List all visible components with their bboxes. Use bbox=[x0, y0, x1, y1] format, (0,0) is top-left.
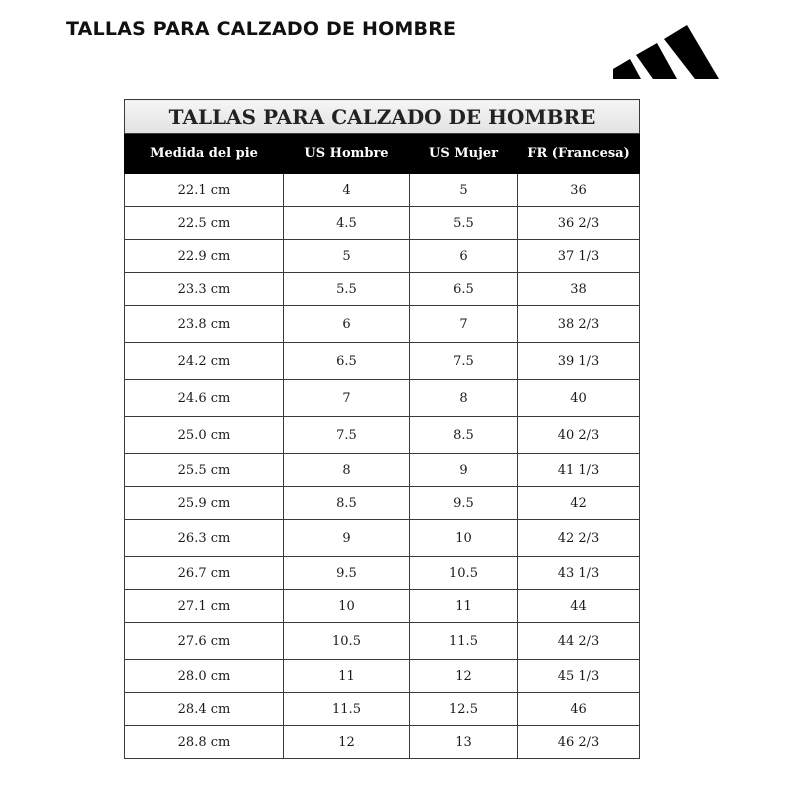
cell-fr: 40 bbox=[518, 380, 640, 417]
cell-us-men: 9.5 bbox=[284, 557, 410, 590]
column-header-us-men: US Hombre bbox=[284, 134, 410, 174]
table-row bbox=[125, 343, 640, 380]
cell-us-women: 9.5 bbox=[410, 487, 518, 520]
column-header-fr: FR (Francesa) bbox=[518, 134, 640, 174]
table-row bbox=[125, 207, 640, 240]
cell-fr: 44 bbox=[518, 590, 640, 623]
table-row bbox=[125, 557, 640, 590]
cell-fr: 42 bbox=[518, 487, 640, 520]
cell-fr: 41 1/3 bbox=[518, 454, 640, 487]
cell-us-men: 7 bbox=[284, 380, 410, 417]
table-row bbox=[125, 660, 640, 693]
table-row bbox=[125, 240, 640, 273]
cell-fr: 46 bbox=[518, 693, 640, 726]
cell-us-women: 12.5 bbox=[410, 693, 518, 726]
cell-foot-length: 24.2 cm bbox=[125, 343, 284, 380]
table-row bbox=[125, 380, 640, 417]
logo-stripe-2 bbox=[636, 43, 677, 79]
cell-fr: 36 2/3 bbox=[518, 207, 640, 240]
cell-us-women: 13 bbox=[410, 726, 518, 759]
cell-us-men: 10 bbox=[284, 590, 410, 623]
page-title: TALLAS PARA CALZADO DE HOMBRE bbox=[66, 18, 457, 40]
cell-us-women: 6.5 bbox=[410, 273, 518, 306]
cell-fr: 38 2/3 bbox=[518, 306, 640, 343]
cell-us-women: 7 bbox=[410, 306, 518, 343]
cell-foot-length: 28.4 cm bbox=[125, 693, 284, 726]
cell-foot-length: 26.3 cm bbox=[125, 520, 284, 557]
cell-foot-length: 25.0 cm bbox=[125, 417, 284, 454]
cell-fr: 39 1/3 bbox=[518, 343, 640, 380]
table-row bbox=[125, 306, 640, 343]
table-row bbox=[125, 590, 640, 623]
cell-foot-length: 22.1 cm bbox=[125, 174, 284, 207]
table-caption-row bbox=[125, 100, 640, 134]
cell-fr: 38 bbox=[518, 273, 640, 306]
cell-foot-length: 22.5 cm bbox=[125, 207, 284, 240]
cell-us-men: 4 bbox=[284, 174, 410, 207]
table-row bbox=[125, 273, 640, 306]
cell-foot-length: 28.0 cm bbox=[125, 660, 284, 693]
table-header-row bbox=[125, 134, 640, 174]
cell-us-women: 5.5 bbox=[410, 207, 518, 240]
adidas-three-stripes-icon bbox=[611, 9, 725, 81]
cell-us-men: 9 bbox=[284, 520, 410, 557]
cell-us-men: 12 bbox=[284, 726, 410, 759]
cell-us-men: 11 bbox=[284, 660, 410, 693]
table-row bbox=[125, 693, 640, 726]
cell-us-men: 8 bbox=[284, 454, 410, 487]
cell-us-women: 6 bbox=[410, 240, 518, 273]
table-row bbox=[125, 487, 640, 520]
cell-us-women: 10 bbox=[410, 520, 518, 557]
table-row bbox=[125, 520, 640, 557]
cell-us-women: 5 bbox=[410, 174, 518, 207]
cell-foot-length: 25.9 cm bbox=[125, 487, 284, 520]
cell-us-women: 8.5 bbox=[410, 417, 518, 454]
cell-us-women: 9 bbox=[410, 454, 518, 487]
cell-foot-length: 28.8 cm bbox=[125, 726, 284, 759]
cell-us-women: 8 bbox=[410, 380, 518, 417]
cell-foot-length: 23.8 cm bbox=[125, 306, 284, 343]
cell-us-men: 5 bbox=[284, 240, 410, 273]
cell-us-women: 11 bbox=[410, 590, 518, 623]
logo-stripe-1 bbox=[613, 59, 641, 79]
cell-fr: 42 2/3 bbox=[518, 520, 640, 557]
table-caption: TALLAS PARA CALZADO DE HOMBRE bbox=[125, 100, 640, 134]
cell-us-women: 12 bbox=[410, 660, 518, 693]
table-row bbox=[125, 417, 640, 454]
cell-us-men: 6 bbox=[284, 306, 410, 343]
table-row bbox=[125, 454, 640, 487]
cell-foot-length: 24.6 cm bbox=[125, 380, 284, 417]
cell-foot-length: 27.6 cm bbox=[125, 623, 284, 660]
cell-fr: 45 1/3 bbox=[518, 660, 640, 693]
cell-us-women: 10.5 bbox=[410, 557, 518, 590]
cell-us-women: 11.5 bbox=[410, 623, 518, 660]
cell-us-men: 8.5 bbox=[284, 487, 410, 520]
cell-foot-length: 25.5 cm bbox=[125, 454, 284, 487]
cell-us-men: 4.5 bbox=[284, 207, 410, 240]
cell-fr: 44 2/3 bbox=[518, 623, 640, 660]
column-header-foot-length: Medida del pie bbox=[125, 134, 284, 174]
cell-fr: 36 bbox=[518, 174, 640, 207]
cell-foot-length: 26.7 cm bbox=[125, 557, 284, 590]
cell-us-men: 5.5 bbox=[284, 273, 410, 306]
cell-fr: 46 2/3 bbox=[518, 726, 640, 759]
table-row bbox=[125, 623, 640, 660]
cell-us-men: 11.5 bbox=[284, 693, 410, 726]
cell-foot-length: 22.9 cm bbox=[125, 240, 284, 273]
cell-us-women: 7.5 bbox=[410, 343, 518, 380]
cell-foot-length: 27.1 cm bbox=[125, 590, 284, 623]
cell-us-men: 10.5 bbox=[284, 623, 410, 660]
cell-fr: 40 2/3 bbox=[518, 417, 640, 454]
cell-fr: 37 1/3 bbox=[518, 240, 640, 273]
table-row bbox=[125, 174, 640, 207]
cell-foot-length: 23.3 cm bbox=[125, 273, 284, 306]
table-row bbox=[125, 726, 640, 759]
size-chart-table bbox=[124, 99, 640, 759]
cell-fr: 43 1/3 bbox=[518, 557, 640, 590]
cell-us-men: 7.5 bbox=[284, 417, 410, 454]
column-header-us-women: US Mujer bbox=[410, 134, 518, 174]
cell-us-men: 6.5 bbox=[284, 343, 410, 380]
